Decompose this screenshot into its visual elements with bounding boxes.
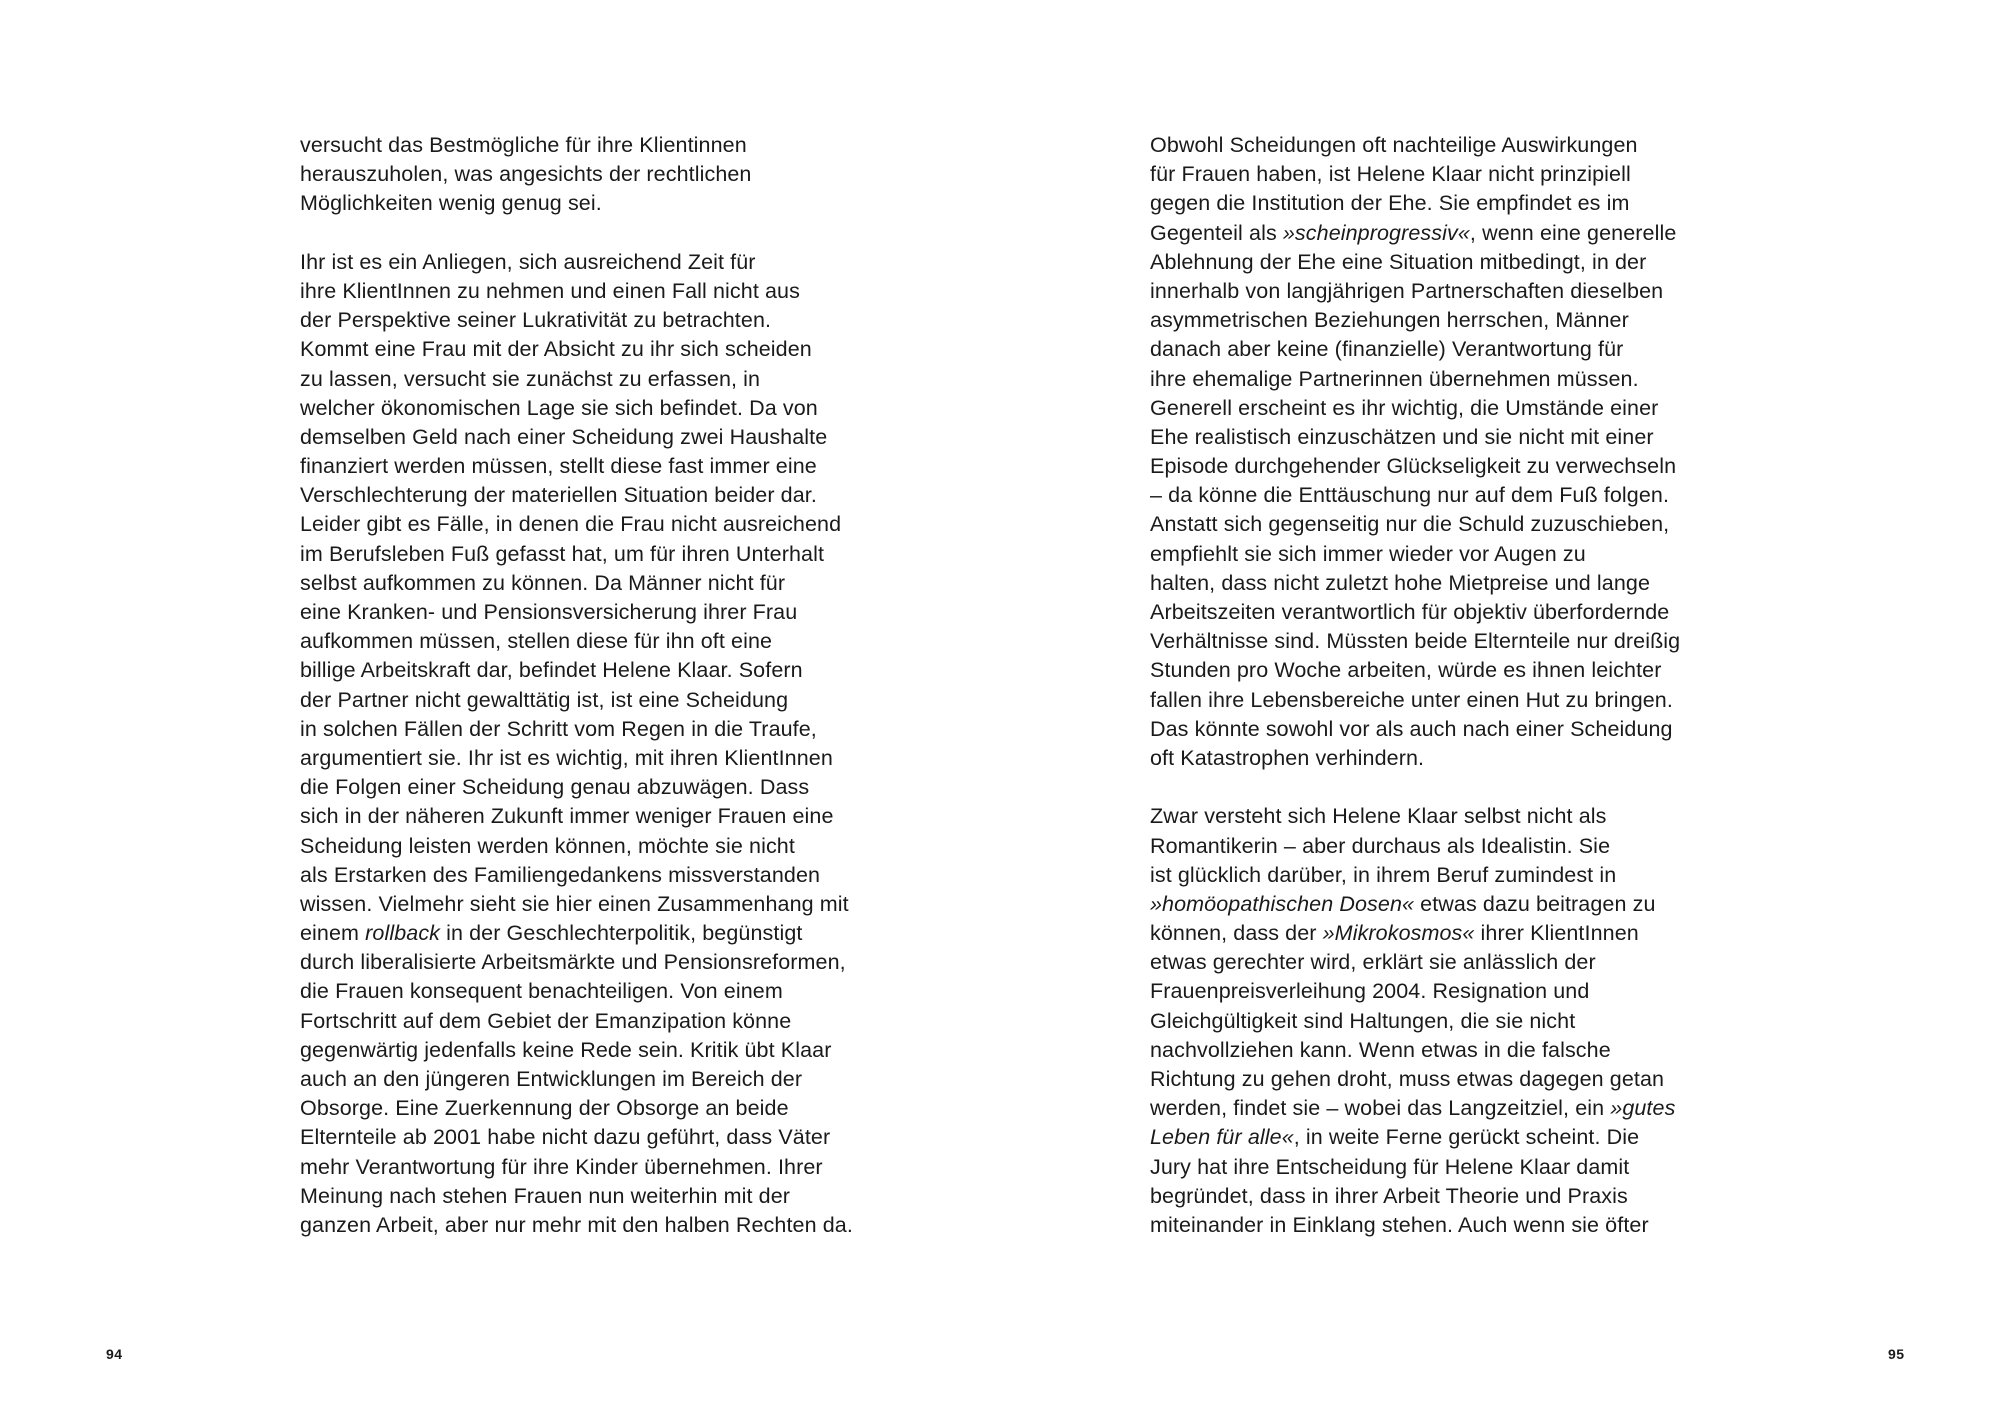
text-run: aufkommen müssen, stellen diese für ihn oft eine [300, 629, 773, 654]
text-run: danach aber keine (finanzielle) Verantwortung für [1150, 337, 1624, 362]
text-run: einem [300, 921, 366, 946]
text-line [1150, 627, 1730, 656]
text-run: Gegenteil als [1150, 220, 1283, 245]
page-number-left: 94 [106, 1346, 123, 1362]
text-run: als Erstarken des Familiengedankens missverstanden [300, 862, 821, 887]
text-line [1150, 656, 1730, 685]
text-run: Anstatt sich gegenseitig nur die Schuld zuzuschieben, [1150, 512, 1670, 537]
text-line [300, 832, 880, 861]
text-line [1150, 832, 1730, 861]
italic-text: »scheinprogressiv« [1282, 220, 1470, 245]
text-line [300, 1182, 880, 1211]
text-line [1150, 394, 1730, 423]
text-run: Generell erscheint es ihr wichtig, die Umstände einer [1150, 395, 1659, 420]
text-line [300, 1211, 880, 1240]
text-line [300, 948, 880, 977]
text-line [1150, 861, 1730, 890]
italic-text: Leben für alle« [1150, 1125, 1294, 1150]
text-run: Meinung nach stehen Frauen nun weiterhin mit der [300, 1183, 791, 1208]
text-line [1150, 277, 1730, 306]
text-run: Frauenpreisverleihung 2004. Resignation und [1150, 979, 1590, 1004]
text-line [1150, 189, 1730, 218]
text-run: die Frauen konsequent benachteiligen. Von einem [300, 979, 783, 1004]
text-line [1150, 890, 1730, 919]
text-run: Möglichkeiten wenig genug sei. [300, 191, 602, 216]
text-line [1150, 598, 1730, 627]
text-run: werden, findet sie – wobei das Langzeitziel, ein [1150, 1096, 1611, 1121]
text-line [1150, 365, 1730, 394]
text-line [1150, 1094, 1730, 1123]
text-line [300, 598, 880, 627]
text-line [1150, 569, 1730, 598]
text-line [1150, 1123, 1730, 1152]
text-line [1150, 335, 1730, 364]
right-page [1000, 0, 2000, 1412]
text-line [300, 248, 880, 277]
text-run: gegen die Institution der Ehe. Sie empfindet es im [1150, 191, 1630, 216]
text-line [300, 365, 880, 394]
text-run: Richtung zu gehen droht, muss etwas dagegen getan [1150, 1067, 1665, 1091]
text-run: asymmetrischen Beziehungen herrschen, Männer [1150, 308, 1629, 333]
text-line [300, 452, 880, 481]
text-run: Episode durchgehender Glückseligkeit zu verwechseln [1150, 454, 1677, 479]
text-line [300, 1065, 880, 1094]
text-run: auch an den jüngeren Entwicklungen im Bereich der [300, 1067, 803, 1091]
text-run: , wenn eine generelle [1469, 220, 1677, 245]
text-line [1150, 481, 1730, 510]
text-line [1150, 715, 1730, 744]
text-line [300, 802, 880, 831]
text-run: herauszuholen, was angesichts der rechtlichen [300, 162, 752, 187]
text-line [300, 335, 880, 364]
left-text-column [300, 131, 880, 1240]
text-line [1150, 1007, 1730, 1036]
text-line [1150, 686, 1730, 715]
italic-text: »gutes [1610, 1096, 1676, 1121]
text-line [300, 656, 880, 685]
text-run: wissen. Vielmehr sieht sie hier einen Zusammenhang mit [300, 891, 849, 916]
text-line [300, 977, 880, 1006]
text-line [1150, 1182, 1730, 1211]
text-line [300, 1007, 880, 1036]
text-line [300, 627, 880, 656]
text-run: Gleichgültigkeit sind Haltungen, die sie nicht [1150, 1008, 1576, 1033]
text-run: Obwohl Scheidungen oft nachteilige Auswirkungen [1150, 133, 1638, 157]
text-run: empfiehlt sie sich immer wieder vor Augen zu [1150, 541, 1586, 566]
text-run: halten, dass nicht zuletzt hohe Mietpreise und lange [1150, 570, 1651, 595]
text-run: etwas dazu beitragen zu [1414, 891, 1656, 916]
text-run: ihre KlientInnen zu nehmen und einen Fall nicht aus [300, 278, 800, 303]
text-line [1150, 1211, 1730, 1240]
italic-text: »homöopathischen Dosen« [1150, 891, 1415, 916]
text-run: der Perspektive seiner Lukrativität zu betrachten. [300, 308, 772, 333]
text-line [300, 1094, 880, 1123]
text-line [300, 715, 880, 744]
text-run: ihrer KlientInnen [1474, 921, 1639, 946]
text-line [1150, 540, 1730, 569]
text-run: Ihr ist es ein Anliegen, sich ausreichend Zeit für [300, 249, 756, 274]
text-run: Verschlechterung der materiellen Situation beider dar. [300, 483, 817, 508]
text-run: können, dass der [1150, 921, 1323, 946]
text-line [1150, 948, 1730, 977]
text-run: fallen ihre Lebensbereiche unter einen Hut zu bringen. [1150, 687, 1673, 712]
text-run: Obsorge. Eine Zuerkennung der Obsorge an beide [300, 1096, 789, 1121]
text-run: für Frauen haben, ist Helene Klaar nicht prinzipiell [1150, 162, 1631, 187]
text-run: begründet, dass in ihrer Arbeit Theorie und Praxis [1150, 1183, 1628, 1208]
italic-text: »Mikrokosmos« [1322, 921, 1475, 946]
text-run: – da könne die Enttäuschung nur auf dem Fuß folgen. [1150, 483, 1670, 508]
text-line [300, 306, 880, 335]
text-line [1150, 510, 1730, 539]
text-run: Fortschritt auf dem Gebiet der Emanzipation könne [300, 1008, 792, 1033]
text-run: Kommt eine Frau mit der Absicht zu ihr sich scheiden [300, 337, 812, 362]
text-line [1150, 248, 1730, 277]
text-line [1150, 1036, 1730, 1065]
paragraph-gap [1150, 773, 1730, 802]
text-run: sich in der näheren Zukunft immer weniger Frauen eine [300, 804, 834, 829]
text-run: welcher ökonomischen Lage sie sich befindet. Da von [300, 395, 818, 420]
text-run: der Partner nicht gewalttätig ist, ist eine Scheidung [300, 687, 789, 712]
text-line [300, 1123, 880, 1152]
text-line [1150, 744, 1730, 773]
text-line [300, 277, 880, 306]
text-run: ist glücklich darüber, in ihrem Beruf zumindest in [1150, 862, 1617, 887]
text-run: ganzen Arbeit, aber nur mehr mit den halben Rechten da. [300, 1212, 853, 1237]
text-run: innerhalb von langjährigen Partnerschaften dieselben [1150, 278, 1664, 303]
text-line [300, 423, 880, 452]
page-number-right: 95 [1888, 1346, 1905, 1362]
paragraph-gap [300, 219, 880, 248]
text-line [1150, 131, 1730, 160]
text-line [300, 510, 880, 539]
text-line [300, 744, 880, 773]
text-run: argumentiert sie. Ihr ist es wichtig, mit ihren KlientInnen [300, 745, 833, 770]
text-run: Scheidung leisten werden können, möchte sie nicht [300, 833, 795, 858]
text-run: Das könnte sowohl vor als auch nach einer Scheidung [1150, 716, 1673, 741]
text-run: versucht das Bestmögliche für ihre Klientinnen [300, 133, 747, 157]
text-line [1150, 160, 1730, 189]
text-line [300, 861, 880, 890]
text-run: Jury hat ihre Entscheidung für Helene Klaar damit [1150, 1154, 1630, 1179]
text-line [1150, 1153, 1730, 1182]
italic-text: rollback [365, 921, 441, 946]
text-run: finanziert werden müssen, stellt diese fast immer eine [300, 454, 817, 479]
text-line [300, 1036, 880, 1065]
text-line [300, 394, 880, 423]
text-run: , in weite Ferne gerückt scheint. Die [1293, 1125, 1640, 1150]
text-line [1150, 802, 1730, 831]
text-run: etwas gerechter wird, erklärt sie anlässlich der [1150, 950, 1596, 975]
text-line [1150, 306, 1730, 335]
text-run: mehr Verantwortung für ihre Kinder übernehmen. Ihrer [300, 1154, 823, 1179]
text-run: oft Katastrophen verhindern. [1150, 745, 1425, 770]
text-line [300, 686, 880, 715]
text-run: durch liberalisierte Arbeitsmärkte und Pensionsreformen, [300, 950, 846, 975]
text-run: eine Kranken- und Pensionsversicherung ihrer Frau [300, 600, 798, 624]
text-line [300, 481, 880, 510]
text-run: Ablehnung der Ehe eine Situation mitbedingt, in der [1150, 249, 1647, 274]
text-run: selbst aufkommen zu können. Da Männer nicht für [300, 570, 786, 595]
text-run: Zwar versteht sich Helene Klaar selbst nicht als [1150, 804, 1607, 829]
text-run: nachvollziehen kann. Wenn etwas in die falsche [1150, 1037, 1611, 1062]
text-run: Leider gibt es Fälle, in denen die Frau nicht ausreichend [300, 512, 842, 537]
text-run: in solchen Fällen der Schritt vom Regen in die Traufe, [300, 716, 817, 741]
text-run: Verhältnisse sind. Müssten beide Elternteile nur dreißig [1150, 629, 1681, 654]
text-line [1150, 977, 1730, 1006]
text-line [300, 890, 880, 919]
text-run: im Berufsleben Fuß gefasst hat, um für ihren Unterhalt [300, 541, 825, 566]
right-text-column [1150, 131, 1730, 1240]
text-line [1150, 423, 1730, 452]
text-run: ihre ehemalige Partnerinnen übernehmen müssen. [1150, 366, 1639, 391]
text-line [300, 919, 880, 948]
text-run: die Folgen einer Scheidung genau abzuwägen. Dass [300, 775, 810, 800]
text-line [300, 540, 880, 569]
text-line [300, 160, 880, 189]
text-run: miteinander in Einklang stehen. Auch wenn sie öfter [1150, 1212, 1649, 1237]
text-run: billige Arbeitskraft dar, befindet Helene Klaar. Sofern [300, 658, 803, 683]
text-line [1150, 919, 1730, 948]
text-run: demselben Geld nach einer Scheidung zwei Haushalte [300, 424, 828, 449]
text-run: Ehe realistisch einzuschätzen und sie nicht mit einer [1150, 424, 1654, 449]
text-line [300, 773, 880, 802]
text-line [1150, 1065, 1730, 1094]
text-run: Arbeitszeiten verantwortlich für objektiv überfordernde [1150, 600, 1670, 624]
text-line [300, 1153, 880, 1182]
text-line [300, 569, 880, 598]
text-run: zu lassen, versucht sie zunächst zu erfassen, in [300, 366, 761, 391]
text-run: Romantikerin – aber durchaus als Idealistin. Sie [1150, 833, 1611, 858]
text-run: Stunden pro Woche arbeiten, würde es ihnen leichter [1150, 658, 1662, 683]
text-run: Elternteile ab 2001 habe nicht dazu geführt, dass Väter [300, 1125, 831, 1150]
text-line [300, 131, 880, 160]
text-line [1150, 452, 1730, 481]
text-run: gegenwärtig jedenfalls keine Rede sein. Kritik übt Klaar [300, 1037, 832, 1062]
text-line [300, 189, 880, 218]
text-line [1150, 219, 1730, 248]
text-run: in der Geschlechterpolitik, begünstigt [440, 921, 803, 946]
